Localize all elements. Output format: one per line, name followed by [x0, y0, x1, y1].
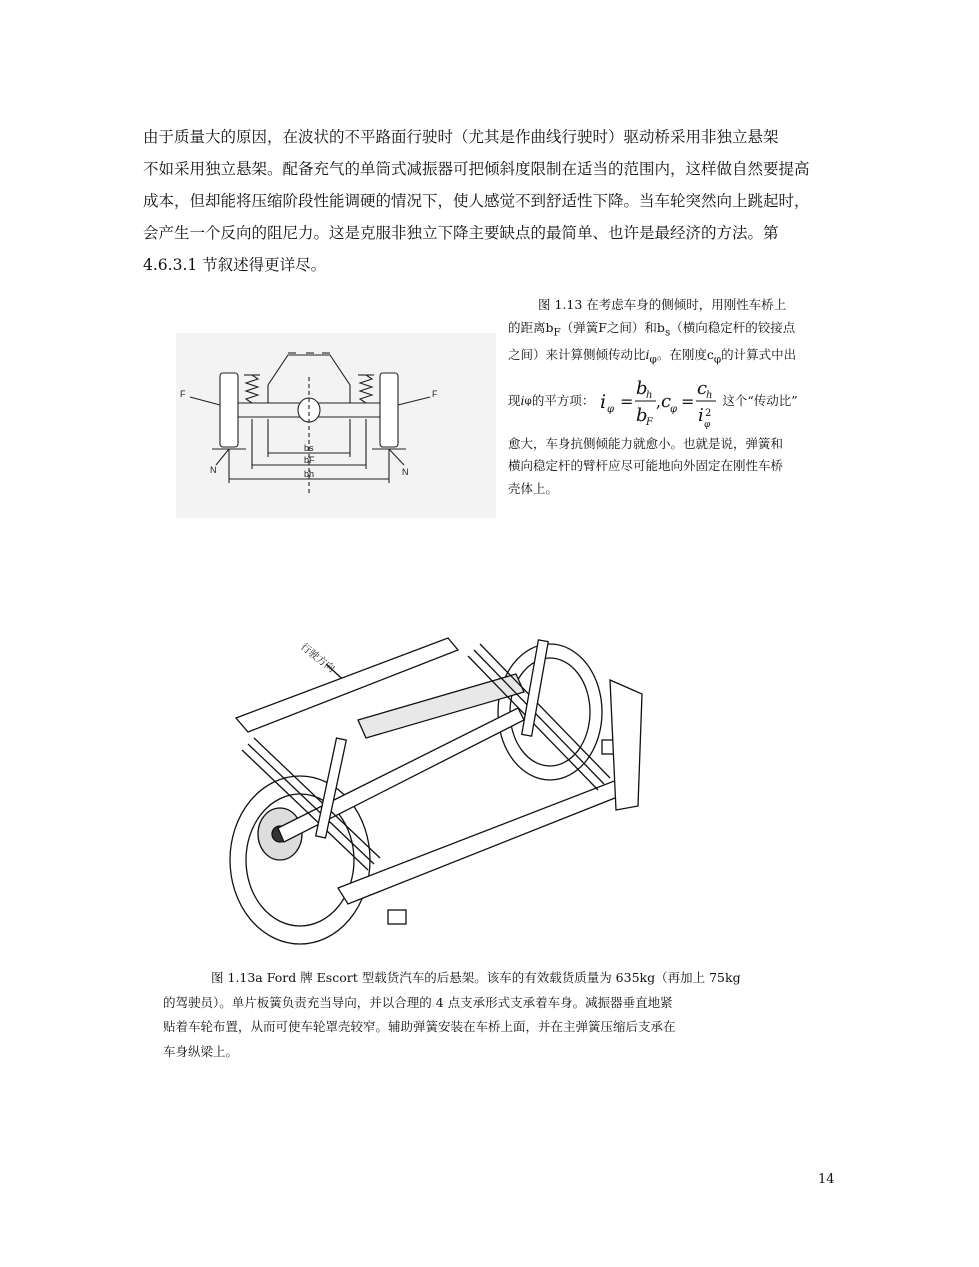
- roll-ratio-formula: [598, 374, 718, 430]
- caption113-line-2-mid: （弹簧F之间）和b: [560, 319, 665, 335]
- caption113-line-3-end: 的计算式中出: [721, 346, 797, 362]
- formula-c-top: c: [697, 377, 708, 399]
- formula-phi-2: φ: [670, 403, 678, 415]
- formula-squared: 2: [705, 407, 712, 419]
- label-n-right: N: [402, 467, 409, 477]
- caption113-line-3: [508, 344, 843, 371]
- subscript-f: F: [553, 326, 561, 338]
- ford-escort-rear-suspension-illustration: [218, 620, 648, 955]
- label-f-left: F: [180, 389, 186, 399]
- subscript-phi: φ: [649, 353, 657, 365]
- formula-f-sub: F: [646, 416, 654, 428]
- caption113-line-2: [508, 317, 843, 344]
- body-line-5: 4.6.3.1 节叙述得更详尽。: [143, 256, 327, 274]
- caption113-line-4-mid: 的平方项：: [531, 393, 595, 409]
- symbol-i: i: [645, 346, 650, 362]
- rigid-axle-diagram: [176, 333, 496, 518]
- caption113-line-5: 愈大，车身抗侧倾能力就愈小。也就是说，弹簧和: [508, 435, 784, 451]
- subscript-s: s: [664, 326, 671, 338]
- caption113-formula-line: [508, 371, 843, 433]
- label-f-right: F: [432, 389, 438, 399]
- figure-1-13-caption: [508, 294, 843, 500]
- formula-i: i: [600, 390, 607, 413]
- formula-b-top: b: [636, 377, 648, 399]
- formula-eq-2: =: [681, 391, 695, 411]
- figure-1-13a-caption: [163, 966, 803, 1064]
- caption113-line-3-mid: 。在刚度c: [656, 346, 714, 362]
- formula-comma: ,: [656, 391, 662, 411]
- caption113-line-3-start: 之间）来计算侧倾传动比: [508, 346, 646, 362]
- formula-h-sub-2: h: [706, 389, 713, 401]
- label-n-left: N: [210, 465, 217, 475]
- body-line-2: 不如采用独立悬架。配备充气的单筒式减振器可把倾斜度限制在适当的范围内，这样做自然要提高: [143, 160, 810, 178]
- caption113a-line-3: 贴着车轮布置，从而可使车轮罩壳较窄。辅助弹簧安装在车桥上面，并在主弹簧压缩后支承在: [163, 1019, 676, 1034]
- label-bh: bh: [304, 469, 315, 479]
- subscript-phi-3: φ: [524, 395, 532, 408]
- symbol-i-2: i: [520, 393, 525, 409]
- formula-h-sub: h: [646, 389, 653, 401]
- caption113-line-6: 横向稳定杆的臂杆应尽可能地向外固定在刚性车桥: [508, 458, 784, 473]
- body-line-4: 会产生一个反向的阻尼力。这是克服非独立下降主要缺点的最简单、也许是最经济的方法。第: [143, 224, 779, 242]
- body-paragraph: [143, 121, 840, 281]
- formula-i-bottom: i: [698, 404, 705, 426]
- label-bs: bs: [304, 443, 314, 453]
- formula-phi: φ: [607, 403, 615, 415]
- formula-c: c: [661, 390, 672, 412]
- subscript-phi-2: φ: [713, 353, 722, 365]
- formula-eq: =: [620, 391, 634, 411]
- page-number: 14: [818, 1172, 835, 1187]
- driving-direction-label: 行驶方向: [298, 641, 337, 675]
- body-line-1: 由于质量大的原因，在波状的不平路面行驶时（尤其是作曲线行驶时）驱动桥采用非独立悬架: [143, 128, 779, 146]
- caption113-line-4-end: 这个“传动比”: [722, 393, 798, 409]
- caption113a-line-4: 车身纵梁上。: [163, 1043, 239, 1059]
- caption113-line-4-start: 现: [508, 393, 521, 409]
- formula-phi-3: φ: [704, 419, 711, 430]
- body-line-3: 成本，但却能将压缩阶段性能调硬的情况下，使人感觉不到舒适性下降。当车轮突然向上跳起时，: [143, 192, 810, 210]
- caption113-line-1: 图 1.13 在考虑车身的侧倾时，用刚性车桥上: [538, 297, 787, 312]
- caption113-line-2-end: （横向稳定杆的铰接点: [670, 319, 796, 335]
- caption113a-line-2: 的驾驶员）。单片板簧负责充当导向，并以合理的 4 点支承形式支承着车身。减振器垂直地紧: [163, 994, 673, 1010]
- formula-b-bottom: b: [636, 404, 648, 426]
- caption113-line-7: 壳体上。: [508, 480, 559, 496]
- label-bf: bF: [304, 455, 315, 465]
- caption113a-line-1: 图 1.13a Ford 牌 Escort 型载货汽车的后悬架。该车的有效载货质量为 635kg（再加上 75kg: [211, 970, 741, 985]
- caption113-line-2-start: 的距离b: [508, 319, 554, 335]
